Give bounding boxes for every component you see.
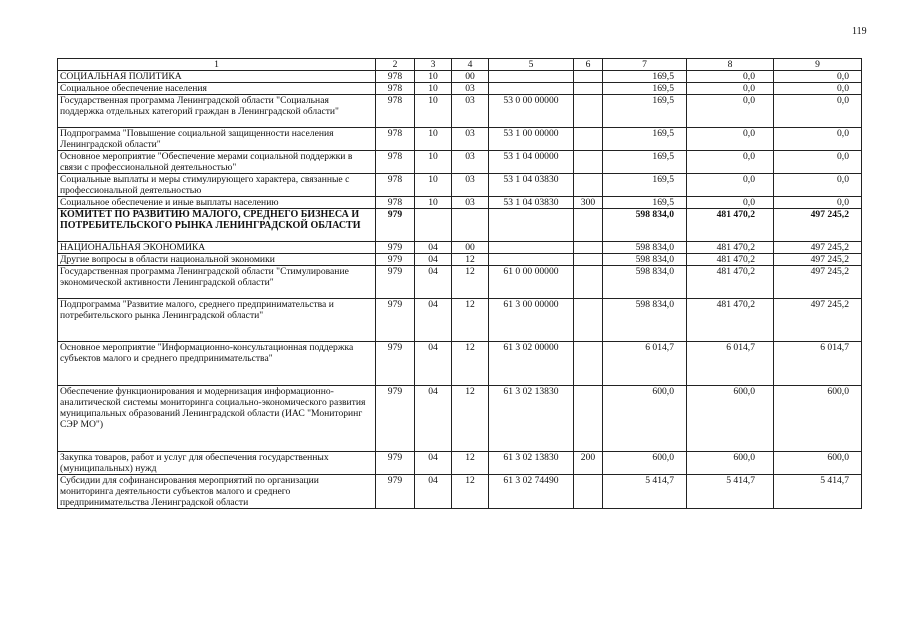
amount-col-9: 600,0 xyxy=(774,452,862,475)
column-header-1: 1 xyxy=(58,59,376,71)
amount-col-7: 169,5 xyxy=(603,71,687,83)
section-code: 10 xyxy=(415,95,452,128)
ministry-code: 978 xyxy=(376,174,415,197)
subsection-code xyxy=(452,209,489,242)
amount-col-9: 0,0 xyxy=(774,83,862,95)
section-code: 04 xyxy=(415,452,452,475)
amount-col-9: 0,0 xyxy=(774,151,862,174)
amount-col-8: 5 414,7 xyxy=(687,475,774,509)
amount-col-9: 0,0 xyxy=(774,197,862,209)
page-number: 119 xyxy=(852,26,867,37)
section-code: 04 xyxy=(415,475,452,509)
expense-type-code xyxy=(574,254,603,266)
expense-type-code xyxy=(574,242,603,254)
row-name: Основное мероприятие "Информационно-консультационная поддержка субъектов малого и среднего предпринимательства" xyxy=(58,342,376,386)
ministry-code: 979 xyxy=(376,386,415,452)
subsection-code: 12 xyxy=(452,254,489,266)
subsection-code: 12 xyxy=(452,475,489,509)
amount-col-8: 0,0 xyxy=(687,95,774,128)
table-row xyxy=(58,151,862,174)
table-row xyxy=(58,242,862,254)
subsection-code: 03 xyxy=(452,95,489,128)
table-row xyxy=(58,197,862,209)
column-header-6: 6 xyxy=(574,59,603,71)
row-name: Субсидии для софинансирования мероприятий по организации мониторинга деятельности субъектов малого и среднего предпринимательства Ленинградской области xyxy=(58,475,376,509)
amount-col-8: 481 470,2 xyxy=(687,299,774,342)
ministry-code: 979 xyxy=(376,475,415,509)
ministry-code: 978 xyxy=(376,83,415,95)
section-code: 04 xyxy=(415,254,452,266)
section-code: 10 xyxy=(415,197,452,209)
column-header-7: 7 xyxy=(603,59,687,71)
row-name: Государственная программа Ленинградской области "Стимулирование экономической активности Ленинградской области" xyxy=(58,266,376,299)
section-code: 04 xyxy=(415,299,452,342)
section-code: 10 xyxy=(415,174,452,197)
table-row xyxy=(58,83,862,95)
amount-col-7: 600,0 xyxy=(603,386,687,452)
amount-col-8: 481 470,2 xyxy=(687,254,774,266)
target-article-code: 53 1 04 00000 xyxy=(489,151,574,174)
section-code: 04 xyxy=(415,266,452,299)
amount-col-7: 598 834,0 xyxy=(603,254,687,266)
subsection-code: 12 xyxy=(452,299,489,342)
section-code: 04 xyxy=(415,342,452,386)
table-row xyxy=(58,299,862,342)
expense-type-code xyxy=(574,475,603,509)
row-name: Основное мероприятие "Обеспечение мерами социальной поддержки в связи с профессиональной деятельностью" xyxy=(58,151,376,174)
target-article-code xyxy=(489,83,574,95)
amount-col-9: 0,0 xyxy=(774,128,862,151)
amount-col-8: 481 470,2 xyxy=(687,242,774,254)
target-article-code: 53 0 00 00000 xyxy=(489,95,574,128)
expense-type-code: 200 xyxy=(574,452,603,475)
column-header-4: 4 xyxy=(452,59,489,71)
section-code: 10 xyxy=(415,151,452,174)
column-header-8: 8 xyxy=(687,59,774,71)
section-code xyxy=(415,209,452,242)
amount-col-7: 598 834,0 xyxy=(603,209,687,242)
ministry-code: 979 xyxy=(376,452,415,475)
ministry-code: 979 xyxy=(376,242,415,254)
table-row xyxy=(58,475,862,509)
target-article-code: 61 3 02 00000 xyxy=(489,342,574,386)
table-row xyxy=(58,95,862,128)
row-name: Подпрограмма "Развитие малого, среднего предпринимательства и потребительского рынка Ленинградской области" xyxy=(58,299,376,342)
table-row xyxy=(58,266,862,299)
subsection-code: 12 xyxy=(452,266,489,299)
ministry-code: 978 xyxy=(376,128,415,151)
ministry-code: 978 xyxy=(376,151,415,174)
amount-col-8: 0,0 xyxy=(687,151,774,174)
amount-col-7: 598 834,0 xyxy=(603,242,687,254)
table-row xyxy=(58,128,862,151)
amount-col-9: 0,0 xyxy=(774,95,862,128)
column-header-5: 5 xyxy=(489,59,574,71)
subsection-code: 03 xyxy=(452,197,489,209)
section-code: 10 xyxy=(415,83,452,95)
amount-col-7: 169,5 xyxy=(603,95,687,128)
amount-col-9: 600,0 xyxy=(774,386,862,452)
amount-col-8: 0,0 xyxy=(687,174,774,197)
expense-type-code xyxy=(574,386,603,452)
column-header-3: 3 xyxy=(415,59,452,71)
amount-col-8: 0,0 xyxy=(687,83,774,95)
amount-col-8: 481 470,2 xyxy=(687,209,774,242)
table-row xyxy=(58,174,862,197)
amount-col-8: 481 470,2 xyxy=(687,266,774,299)
expense-type-code xyxy=(574,128,603,151)
section-code: 10 xyxy=(415,128,452,151)
subsection-code: 12 xyxy=(452,342,489,386)
row-name: Государственная программа Ленинградской области "Социальная поддержка отдельных категорий граждан в Ленинградской области" xyxy=(58,95,376,128)
table-row xyxy=(58,452,862,475)
amount-col-7: 169,5 xyxy=(603,128,687,151)
amount-col-9: 0,0 xyxy=(774,71,862,83)
row-name: Закупка товаров, работ и услуг для обеспечения государственных (муниципальных) нужд xyxy=(58,452,376,475)
section-code: 04 xyxy=(415,242,452,254)
expense-type-code xyxy=(574,83,603,95)
amount-col-9: 497 245,2 xyxy=(774,299,862,342)
row-name: НАЦИОНАЛЬНАЯ ЭКОНОМИКА xyxy=(58,242,376,254)
target-article-code: 61 0 00 00000 xyxy=(489,266,574,299)
row-name: Подпрограмма "Повышение социальной защищенности населения Ленинградской области" xyxy=(58,128,376,151)
expense-type-code xyxy=(574,95,603,128)
target-article-code: 61 3 00 00000 xyxy=(489,299,574,342)
row-name: Социальное обеспечение и иные выплаты населению xyxy=(58,197,376,209)
expense-type-code xyxy=(574,71,603,83)
budget-table xyxy=(57,58,862,509)
amount-col-9: 497 245,2 xyxy=(774,209,862,242)
expense-type-code xyxy=(574,266,603,299)
subsection-code: 12 xyxy=(452,452,489,475)
expense-type-code xyxy=(574,342,603,386)
ministry-code: 979 xyxy=(376,209,415,242)
row-name: Другие вопросы в области национальной экономики xyxy=(58,254,376,266)
section-code: 10 xyxy=(415,71,452,83)
amount-col-7: 6 014,7 xyxy=(603,342,687,386)
ministry-code: 978 xyxy=(376,95,415,128)
amount-col-7: 5 414,7 xyxy=(603,475,687,509)
amount-col-9: 6 014,7 xyxy=(774,342,862,386)
target-article-code: 53 1 04 03830 xyxy=(489,197,574,209)
amount-col-8: 600,0 xyxy=(687,452,774,475)
amount-col-9: 497 245,2 xyxy=(774,266,862,299)
ministry-code: 978 xyxy=(376,197,415,209)
ministry-code: 979 xyxy=(376,266,415,299)
target-article-code xyxy=(489,71,574,83)
section-code: 04 xyxy=(415,386,452,452)
table-row xyxy=(58,386,862,452)
subsection-code: 03 xyxy=(452,151,489,174)
row-name: Обеспечение функционирования и модернизация информационно-аналитической системы мониторинга социально-экономического развития муниципальных образований Ленинградской области (ИАС "Мониторинг СЭР МО") xyxy=(58,386,376,452)
row-name: Социальные выплаты и меры стимулирующего характера, связанные с профессиональной деятельностью xyxy=(58,174,376,197)
column-header-2: 2 xyxy=(376,59,415,71)
table-row xyxy=(58,71,862,83)
amount-col-8: 0,0 xyxy=(687,128,774,151)
subsection-code: 03 xyxy=(452,128,489,151)
ministry-code: 979 xyxy=(376,342,415,386)
amount-col-9: 0,0 xyxy=(774,174,862,197)
expense-type-code: 300 xyxy=(574,197,603,209)
target-article-code: 53 1 04 03830 xyxy=(489,174,574,197)
target-article-code xyxy=(489,242,574,254)
amount-col-7: 598 834,0 xyxy=(603,299,687,342)
amount-col-9: 497 245,2 xyxy=(774,242,862,254)
expense-type-code xyxy=(574,209,603,242)
table-row xyxy=(58,209,862,242)
subsection-code: 03 xyxy=(452,174,489,197)
expense-type-code xyxy=(574,174,603,197)
header-row xyxy=(58,59,862,71)
subsection-code: 00 xyxy=(452,242,489,254)
ministry-code: 979 xyxy=(376,254,415,266)
target-article-code xyxy=(489,209,574,242)
row-name: Социальное обеспечение населения xyxy=(58,83,376,95)
target-article-code: 53 1 00 00000 xyxy=(489,128,574,151)
expense-type-code xyxy=(574,151,603,174)
ministry-code: 979 xyxy=(376,299,415,342)
column-header-9: 9 xyxy=(774,59,862,71)
amount-col-7: 598 834,0 xyxy=(603,266,687,299)
amount-col-7: 169,5 xyxy=(603,174,687,197)
amount-col-7: 169,5 xyxy=(603,151,687,174)
row-name: КОМИТЕТ ПО РАЗВИТИЮ МАЛОГО, СРЕДНЕГО БИЗНЕСА И ПОТРЕБИТЕЛЬСКОГО РЫНКА ЛЕНИНГРАДСКОЙ ОБЛАСТИ xyxy=(58,209,376,242)
amount-col-7: 169,5 xyxy=(603,197,687,209)
target-article-code: 61 3 02 13830 xyxy=(489,386,574,452)
amount-col-7: 169,5 xyxy=(603,83,687,95)
amount-col-9: 5 414,7 xyxy=(774,475,862,509)
amount-col-9: 497 245,2 xyxy=(774,254,862,266)
expense-type-code xyxy=(574,299,603,342)
ministry-code: 978 xyxy=(376,71,415,83)
amount-col-8: 600,0 xyxy=(687,386,774,452)
target-article-code: 61 3 02 13830 xyxy=(489,452,574,475)
target-article-code xyxy=(489,254,574,266)
target-article-code: 61 3 02 74490 xyxy=(489,475,574,509)
table-row xyxy=(58,342,862,386)
amount-col-7: 600,0 xyxy=(603,452,687,475)
subsection-code: 12 xyxy=(452,386,489,452)
amount-col-8: 0,0 xyxy=(687,71,774,83)
amount-col-8: 6 014,7 xyxy=(687,342,774,386)
subsection-code: 00 xyxy=(452,71,489,83)
amount-col-8: 0,0 xyxy=(687,197,774,209)
table-row xyxy=(58,254,862,266)
row-name: СОЦИАЛЬНАЯ ПОЛИТИКА xyxy=(58,71,376,83)
subsection-code: 03 xyxy=(452,83,489,95)
